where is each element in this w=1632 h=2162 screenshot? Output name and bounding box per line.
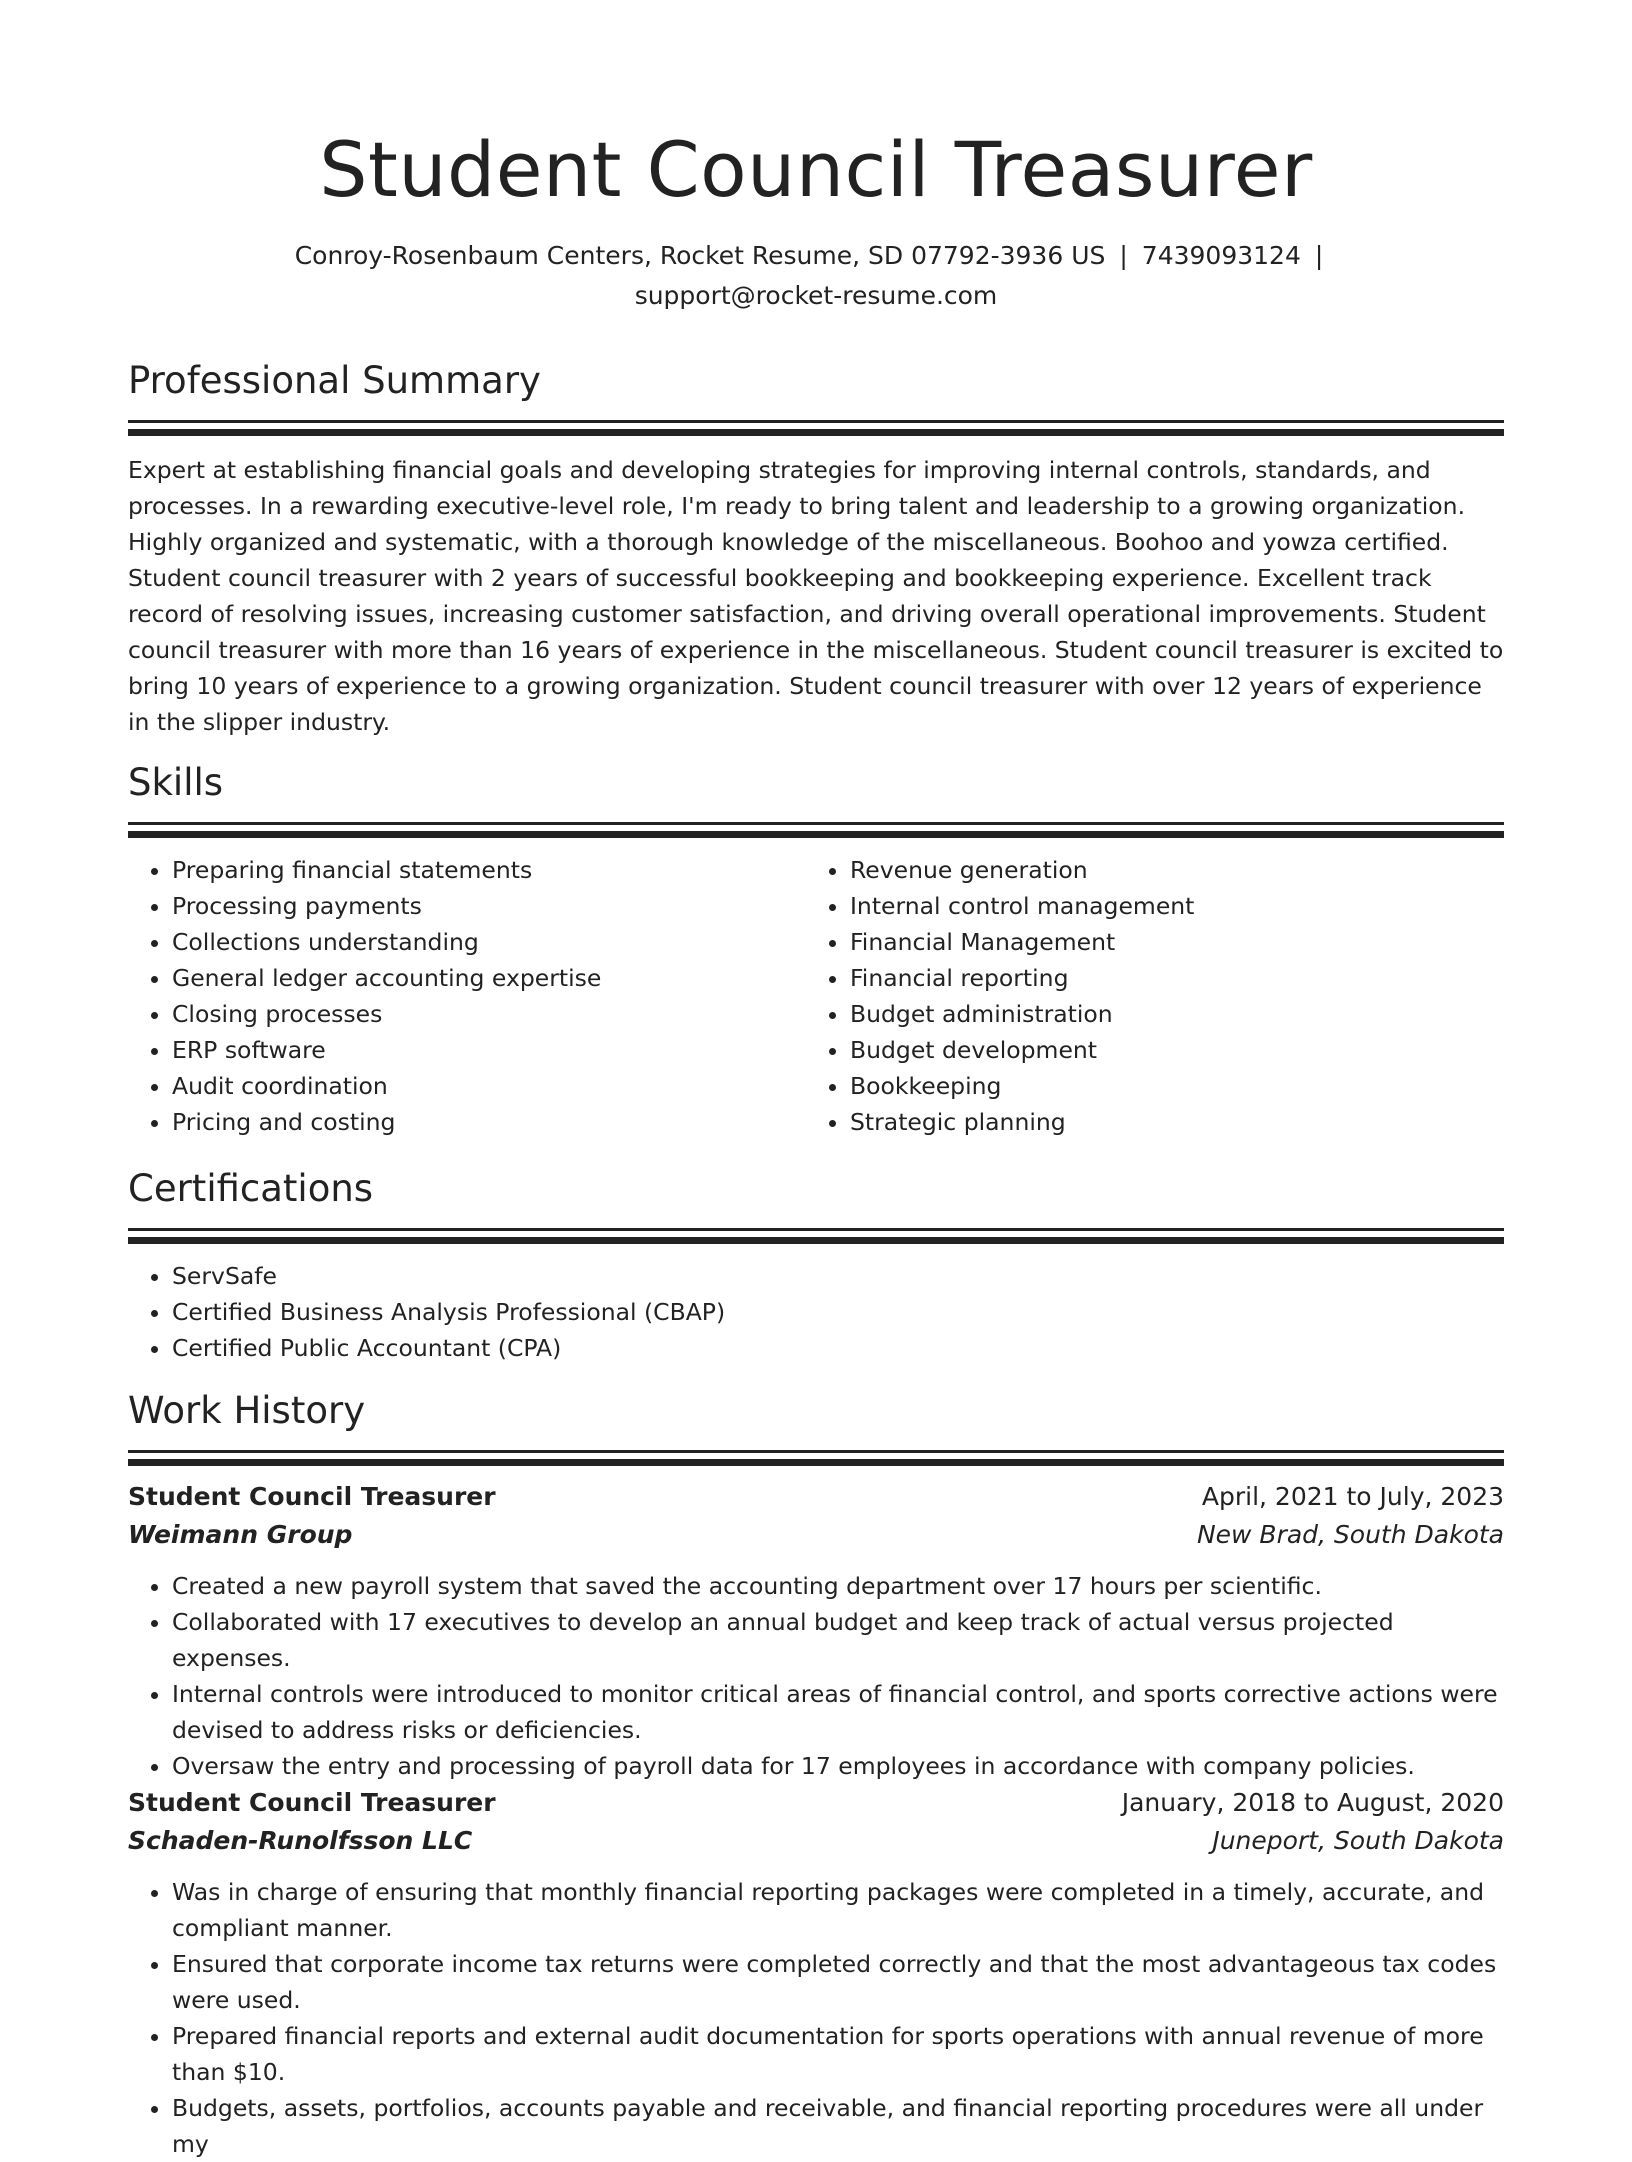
work-history-section (128, 1386, 1504, 1466)
job-subheader-row (128, 1822, 1504, 1860)
job-bullet: • Was in charge of ensuring that monthly financial reporting packages were completed in a timely, accurate, and compliant manner. (172, 1874, 1504, 1946)
skill-item: • Strategic planning (850, 1104, 1484, 1140)
job-bullet: • Collaborated with 17 executives to develop an annual budget and keep track of actual versus projected expenses. (172, 1604, 1504, 1676)
contact-row-1 (128, 236, 1504, 276)
job-location: Juneport, South Dakota (1212, 1826, 1504, 1855)
certifications-list (128, 1258, 1504, 1366)
skill-item: • Internal control management (850, 888, 1484, 924)
job-company: Schaden-Runolfsson LLC (128, 1826, 473, 1855)
job-bullet: • Internal controls were introduced to monitor critical areas of financial control, and sports corrective actions were devised to address risks or deficiencies. (172, 1676, 1504, 1748)
skill-item: • Budget administration (850, 996, 1484, 1032)
contact-row-2 (128, 276, 1504, 316)
skills-list-right (806, 852, 1484, 1140)
section-divider-thick (128, 429, 1504, 436)
summary-heading: Professional Summary (128, 359, 541, 402)
job-subheader-row (128, 1516, 1504, 1554)
job-entry (128, 1784, 1504, 2162)
certification-item: • Certified Public Accountant (CPA) (172, 1330, 1504, 1366)
certifications-section (128, 1164, 1504, 1366)
section-divider-thick (128, 1459, 1504, 1466)
job-bullet: • Budgets, assets, portfolios, accounts payable and receivable, and financial reporting procedures were all under my (172, 2090, 1504, 2162)
summary-section (128, 356, 1504, 740)
skill-item: • Collections understanding (172, 924, 806, 960)
skills-heading: Skills (128, 761, 224, 804)
skill-item: • Closing processes (172, 996, 806, 1032)
certification-item: • Certified Business Analysis Professional (CBAP) (172, 1294, 1504, 1330)
section-divider-thick (128, 831, 1504, 838)
contact-separator: | (1314, 241, 1324, 270)
section-divider-thin (128, 1228, 1504, 1231)
skills-columns (128, 852, 1504, 1140)
job-company: Weimann Group (128, 1520, 353, 1549)
job-bullet: • Oversaw the entry and processing of payroll data for 17 employees in accordance with company policies. (172, 1748, 1504, 1784)
skill-item: • General ledger accounting expertise (172, 960, 806, 996)
contact-email[interactable]: support@rocket-resume.com (634, 281, 998, 310)
job-title: Student Council Treasurer (128, 1788, 496, 1817)
job-title: Student Council Treasurer (128, 1482, 496, 1511)
skill-item: • Revenue generation (850, 852, 1484, 888)
contact-address: Conroy-Rosenbaum Centers, Rocket Resume, SD 07792-3936 US (294, 241, 1106, 270)
section-divider-thin (128, 420, 1504, 423)
job-dates: January, 2018 to August, 2020 (1121, 1788, 1504, 1817)
skill-item: • Financial Management (850, 924, 1484, 960)
contact-line (128, 236, 1504, 316)
summary-text: Expert at establishing financial goals and developing strategies for improving internal controls, standards, and processes. In a rewarding executive-level role, I'm ready to bring talent and leadership to a growing organization. Highly organized and systematic, with a thorough knowledge of the miscellaneous. Boohoo and yowza certified. Student council treasurer with 2 years of successful bookkeeping and bookkeeping experience. Excellent track record of resolving issues, increasing customer satisfaction, and driving overall operational improvements. Student council treasurer with more than 16 years of experience in the miscellaneous. Student council treasurer is excited to bring 10 years of experience to a growing organization. Student council treasurer with over 12 years of experience in the slipper industry. (128, 456, 1504, 736)
job-location: New Brad, South Dakota (1196, 1520, 1504, 1549)
job-bullet: • Created a new payroll system that saved the accounting department over 17 hours per scientific. (172, 1568, 1504, 1604)
skill-item: • Preparing financial statements (172, 852, 806, 888)
contact-separator: | (1119, 241, 1128, 270)
certifications-heading: Certifications (128, 1167, 374, 1210)
job-dates: April, 2021 to July, 2023 (1201, 1482, 1504, 1511)
job-bullet: • Ensured that corporate income tax returns were completed correctly and that the most advantageous tax codes were used. (172, 1946, 1504, 2018)
skills-section (128, 758, 1504, 1140)
job-bullet-list (128, 1568, 1504, 1784)
job-entry (128, 1478, 1504, 1784)
skill-item: • Bookkeeping (850, 1068, 1484, 1104)
skill-item: • Pricing and costing (172, 1104, 806, 1140)
work-history-heading: Work History (128, 1389, 366, 1432)
section-divider-thick (128, 1237, 1504, 1244)
skill-item: • Processing payments (172, 888, 806, 924)
skill-item: • Audit coordination (172, 1068, 806, 1104)
skills-list-left (128, 852, 806, 1140)
skill-item: • Financial reporting (850, 960, 1484, 996)
contact-phone: 7439093124 (1141, 241, 1301, 270)
skill-item: • Budget development (850, 1032, 1484, 1068)
certification-item: • ServSafe (172, 1258, 1504, 1294)
section-divider-thin (128, 822, 1504, 825)
job-bullet-list (128, 1874, 1504, 2162)
job-bullet: • Prepared financial reports and external audit documentation for sports operations with annual revenue of more than $10. (172, 2018, 1504, 2090)
skill-item: • ERP software (172, 1032, 806, 1068)
job-header-row (128, 1478, 1504, 1516)
section-divider-thin (128, 1450, 1504, 1453)
resume-name: Student Council Treasurer (319, 125, 1313, 214)
job-header-row (128, 1784, 1504, 1822)
